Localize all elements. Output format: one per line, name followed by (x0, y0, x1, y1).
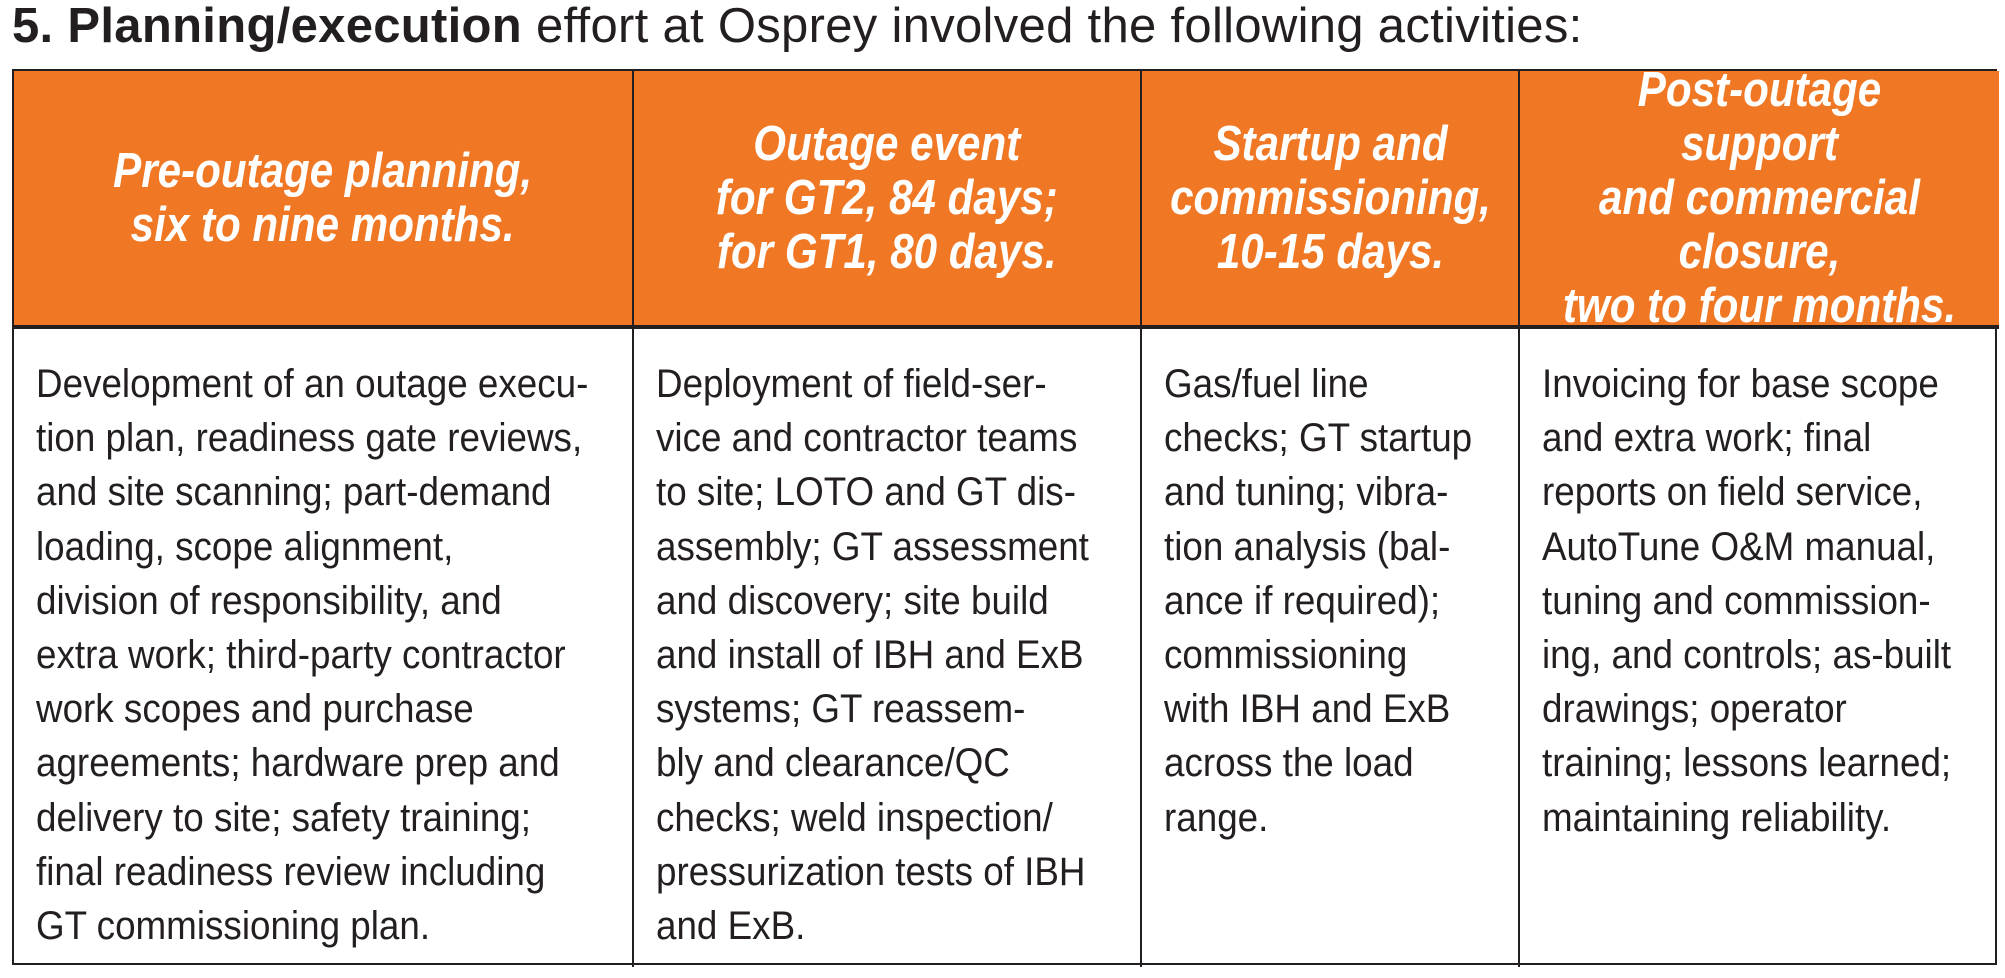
cell-outage-event (634, 329, 1142, 967)
activities-table (12, 63, 1997, 965)
caption-number: 5. (12, 0, 54, 53)
cell-pre-outage-planning-text: Development of an outage execu- tion plan, readiness gate reviews, and site scanning; part-demand loading, scope alignment, division of responsibility, and extra work; third-party contractor work scopes and purchase agreements; hardware prep and delivery to site; safety training; final readiness review including GT commissioning plan. (36, 362, 589, 949)
cell-outage-event-text: Deployment of field-ser- vice and contractor teams to site; LOTO and GT dis- assembly; GT assessment and discovery; site build and install of IBH and ExB systems; GT reassem- bly and clearance/QC checks; weld inspection/ pressurization tests of IBH and ExB. (656, 362, 1089, 949)
header-startup-commissioning-text: Startup and commissioning, 10-15 days. (1169, 117, 1491, 279)
cell-post-outage-support-text: Invoicing for base scope and extra work; final reports on field service, AutoTune O&M manual, tuning and commission- ing, and controls; as-built drawings; operator training; lessons learned; maintaining reliability. (1542, 362, 1952, 840)
caption-text: effort at Osprey involved the following activities: (535, 0, 1583, 53)
header-startup-commissioning (1142, 71, 1520, 329)
header-pre-outage-planning-text: Pre-outage planning, six to nine months. (113, 144, 533, 252)
header-post-outage-support (1520, 63, 1999, 333)
header-post-outage-support-text: Post-outage support and commercial closure, two to four months. (1562, 63, 1957, 333)
cell-post-outage-support (1520, 329, 1999, 967)
caption-bold-title: Planning/execution (67, 0, 523, 53)
header-pre-outage-planning (14, 71, 634, 329)
header-outage-event (634, 71, 1142, 329)
cell-startup-commissioning (1142, 329, 1520, 967)
figure-caption (12, 0, 1583, 62)
cell-pre-outage-planning (14, 329, 634, 967)
header-outage-event-text: Outage event for GT2, 84 days; for GT1, 80 days. (716, 117, 1058, 279)
cell-startup-commissioning-text: Gas/fuel line checks; GT startup and tuning; vibra- tion analysis (bal- ance if required); commissioning with IBH and ExB across the load range. (1164, 362, 1473, 840)
